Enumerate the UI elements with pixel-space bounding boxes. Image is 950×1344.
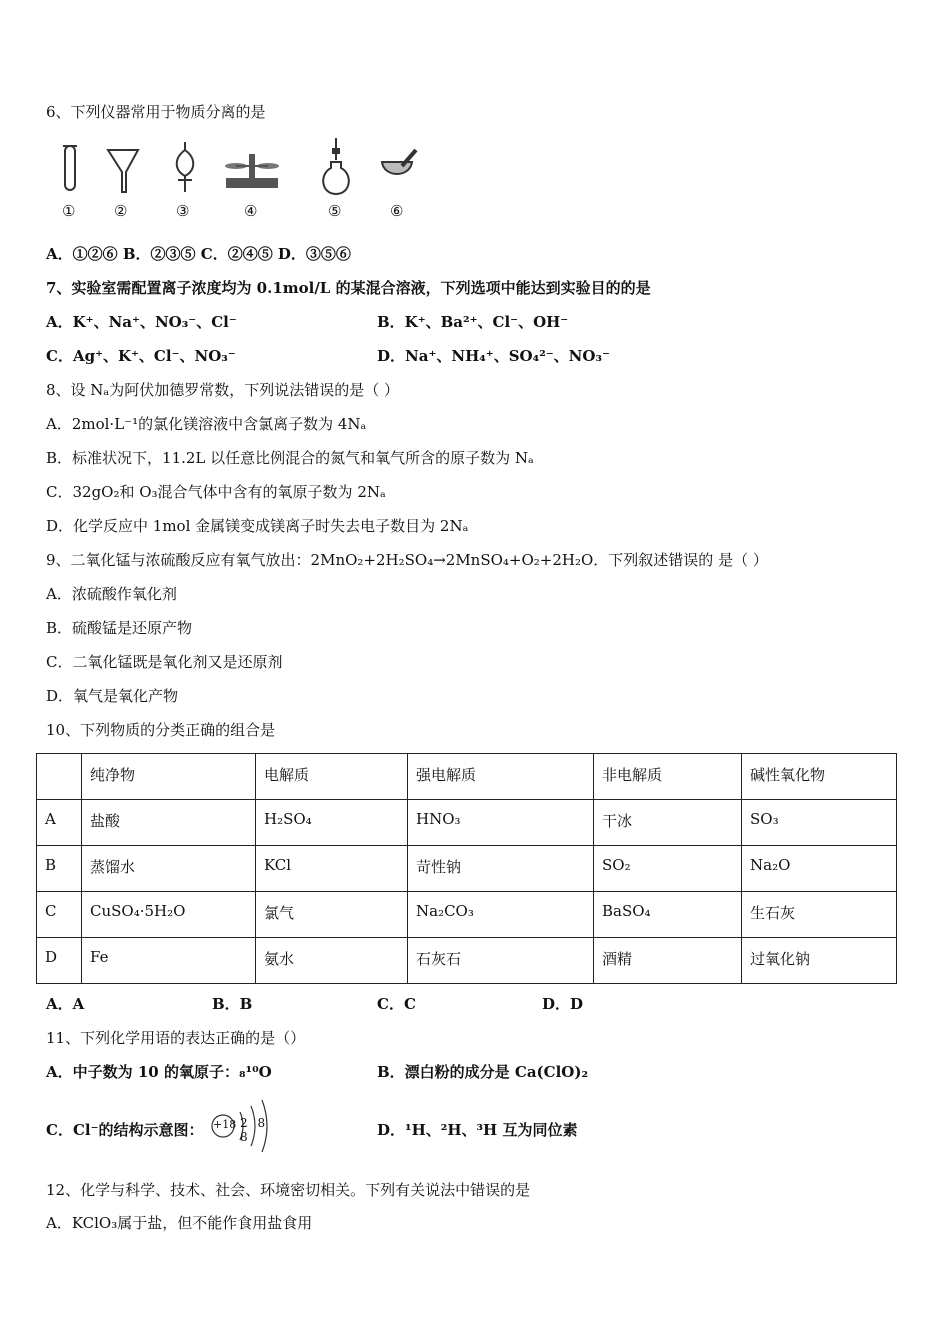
q11-option-d: D．¹H、²H、³H 互为同位素 (377, 1121, 578, 1139)
nucleus-charge: +18 (213, 1118, 237, 1131)
table-cell: KCl (256, 846, 408, 892)
table-cell: Na₂CO₃ (408, 892, 594, 938)
q9-option-a: A．浓硫酸作氧化剂 (46, 585, 177, 603)
q9-option-c: C．二氧化锰既是氧化剂又是还原剂 (46, 653, 283, 671)
table-cell: Fe (82, 938, 256, 984)
q7-option-b: B．K⁺、Ba²⁺、Cl⁻、OH⁻ (377, 313, 569, 331)
table-row (37, 846, 897, 892)
q7-option-c: C．Ag⁺、K⁺、Cl⁻、NO₃⁻ (46, 347, 236, 365)
q9-stem: 9、二氧化锰与浓硫酸反应有氧气放出：2MnO₂+2H₂SO₄→2MnSO₄+O₂+2H₂O．下列叙述错误的 是（ ） (46, 551, 768, 569)
table-cell: SO₃ (742, 800, 897, 846)
table-cell: SO₂ (594, 846, 742, 892)
q6-stem: 6、下列仪器常用于物质分离的是 (46, 103, 266, 121)
atomic-structure-diagram (208, 1096, 278, 1156)
table-cell: C (37, 892, 82, 938)
table-cell: 干冰 (594, 800, 742, 846)
table-cell: HNO₃ (408, 800, 594, 846)
table-cell: 石灰石 (408, 938, 594, 984)
q11-option-c: C．Cl⁻的结构示意图： (46, 1121, 204, 1139)
table-cell: 氯气 (256, 892, 408, 938)
q8-option-c: C．32gO₂和 O₃混合气体中含有的氧原子数为 2Nₐ (46, 483, 386, 501)
instrument-4-label: ④ (244, 202, 258, 220)
q7-option-d: D．Na⁺、NH₄⁺、SO₄²⁻、NO₃⁻ (377, 347, 610, 365)
q11-option-b: B．漂白粉的成分是 Ca(ClO)₂ (377, 1063, 589, 1081)
table-cell: 苛性钠 (408, 846, 594, 892)
table-row (37, 938, 897, 984)
table-cell: A (37, 800, 82, 846)
q8-option-a: A．2mol·L⁻¹的氯化镁溶液中含氯离子数为 4Nₐ (46, 415, 367, 433)
instrument-2-label: ② (114, 202, 128, 220)
mortar-icon (372, 138, 422, 198)
table-cell: Na₂O (742, 846, 897, 892)
q9-option-d: D．氧气是氧化产物 (46, 687, 179, 705)
table-header-cell: 非电解质 (594, 754, 742, 800)
q9-option-b: B．硫酸锰是还原产物 (46, 619, 193, 637)
table-cell: 酒精 (594, 938, 742, 984)
table-header-cell (37, 754, 82, 800)
q11-stem: 11、下列化学用语的表达正确的是（） (46, 1029, 306, 1047)
q12-stem: 12、化学与科学、技术、社会、环境密切相关。下列有关说法中错误的是 (46, 1181, 531, 1199)
q12-option-a: A．KClO₃属于盐，但不能作食用盐食用 (46, 1214, 313, 1232)
flask-icon (311, 138, 361, 198)
q11-option-a: A．中子数为 10 的氧原子：₈¹⁰O (46, 1063, 272, 1081)
test-tube-icon (46, 138, 96, 198)
table-cell: BaSO₄ (594, 892, 742, 938)
balance-icon (222, 138, 282, 198)
q10-option-d: D．D (542, 995, 584, 1013)
instrument-5-label: ⑤ (328, 202, 342, 220)
instrument-1-label: ① (62, 202, 76, 220)
table-cell: H₂SO₄ (256, 800, 408, 846)
q10-option-b: B．B (212, 995, 253, 1013)
q10-option-c: C．C (377, 995, 416, 1013)
q10-stem: 10、下列物质的分类正确的组合是 (46, 721, 276, 739)
table-header-cell: 纯净物 (82, 754, 256, 800)
q7-stem: 7、实验室需配置离子浓度均为 0.1mol/L 的某混合溶液，下列选项中能达到实验目的的是 (46, 279, 651, 297)
table-header-row (37, 754, 897, 800)
table-header-cell: 强电解质 (408, 754, 594, 800)
table-cell: 过氧化钠 (742, 938, 897, 984)
q8-stem: 8、设 Nₐ为阿伏加德罗常数，下列说法错误的是（ ） (46, 381, 399, 399)
table-cell: D (37, 938, 82, 984)
table-row (37, 800, 897, 846)
table-cell: CuSO₄·5H₂O (82, 892, 256, 938)
table-cell: 盐酸 (82, 800, 256, 846)
table-header-cell: 碱性氧化物 (742, 754, 897, 800)
instrument-6-label: ⑥ (390, 202, 404, 220)
table-cell: 氨水 (256, 938, 408, 984)
table-row (37, 892, 897, 938)
q8-option-d: D．化学反应中 1mol 金属镁变成镁离子时失去电子数目为 2Nₐ (46, 517, 469, 535)
q6-options: A．①②⑥ B．②③⑤ C．②④⑤ D．③⑤⑥ (46, 245, 351, 263)
instrument-3-label: ③ (176, 202, 190, 220)
separatory-funnel-icon (160, 138, 210, 198)
electron-shells: 2 8 8 (240, 1116, 269, 1144)
table-header-cell: 电解质 (256, 754, 408, 800)
q8-option-b: B．标准状况下，11.2L 以任意比例混合的氮气和氧气所含的原子数为 Nₐ (46, 449, 534, 467)
q10-option-a: A．A (46, 995, 85, 1013)
classification-table (36, 753, 897, 984)
table-cell: 蒸馏水 (82, 846, 256, 892)
table-cell: 生石灰 (742, 892, 897, 938)
funnel-icon (98, 138, 148, 198)
table-cell: B (37, 846, 82, 892)
q7-option-a: A．K⁺、Na⁺、NO₃⁻、Cl⁻ (46, 313, 237, 331)
